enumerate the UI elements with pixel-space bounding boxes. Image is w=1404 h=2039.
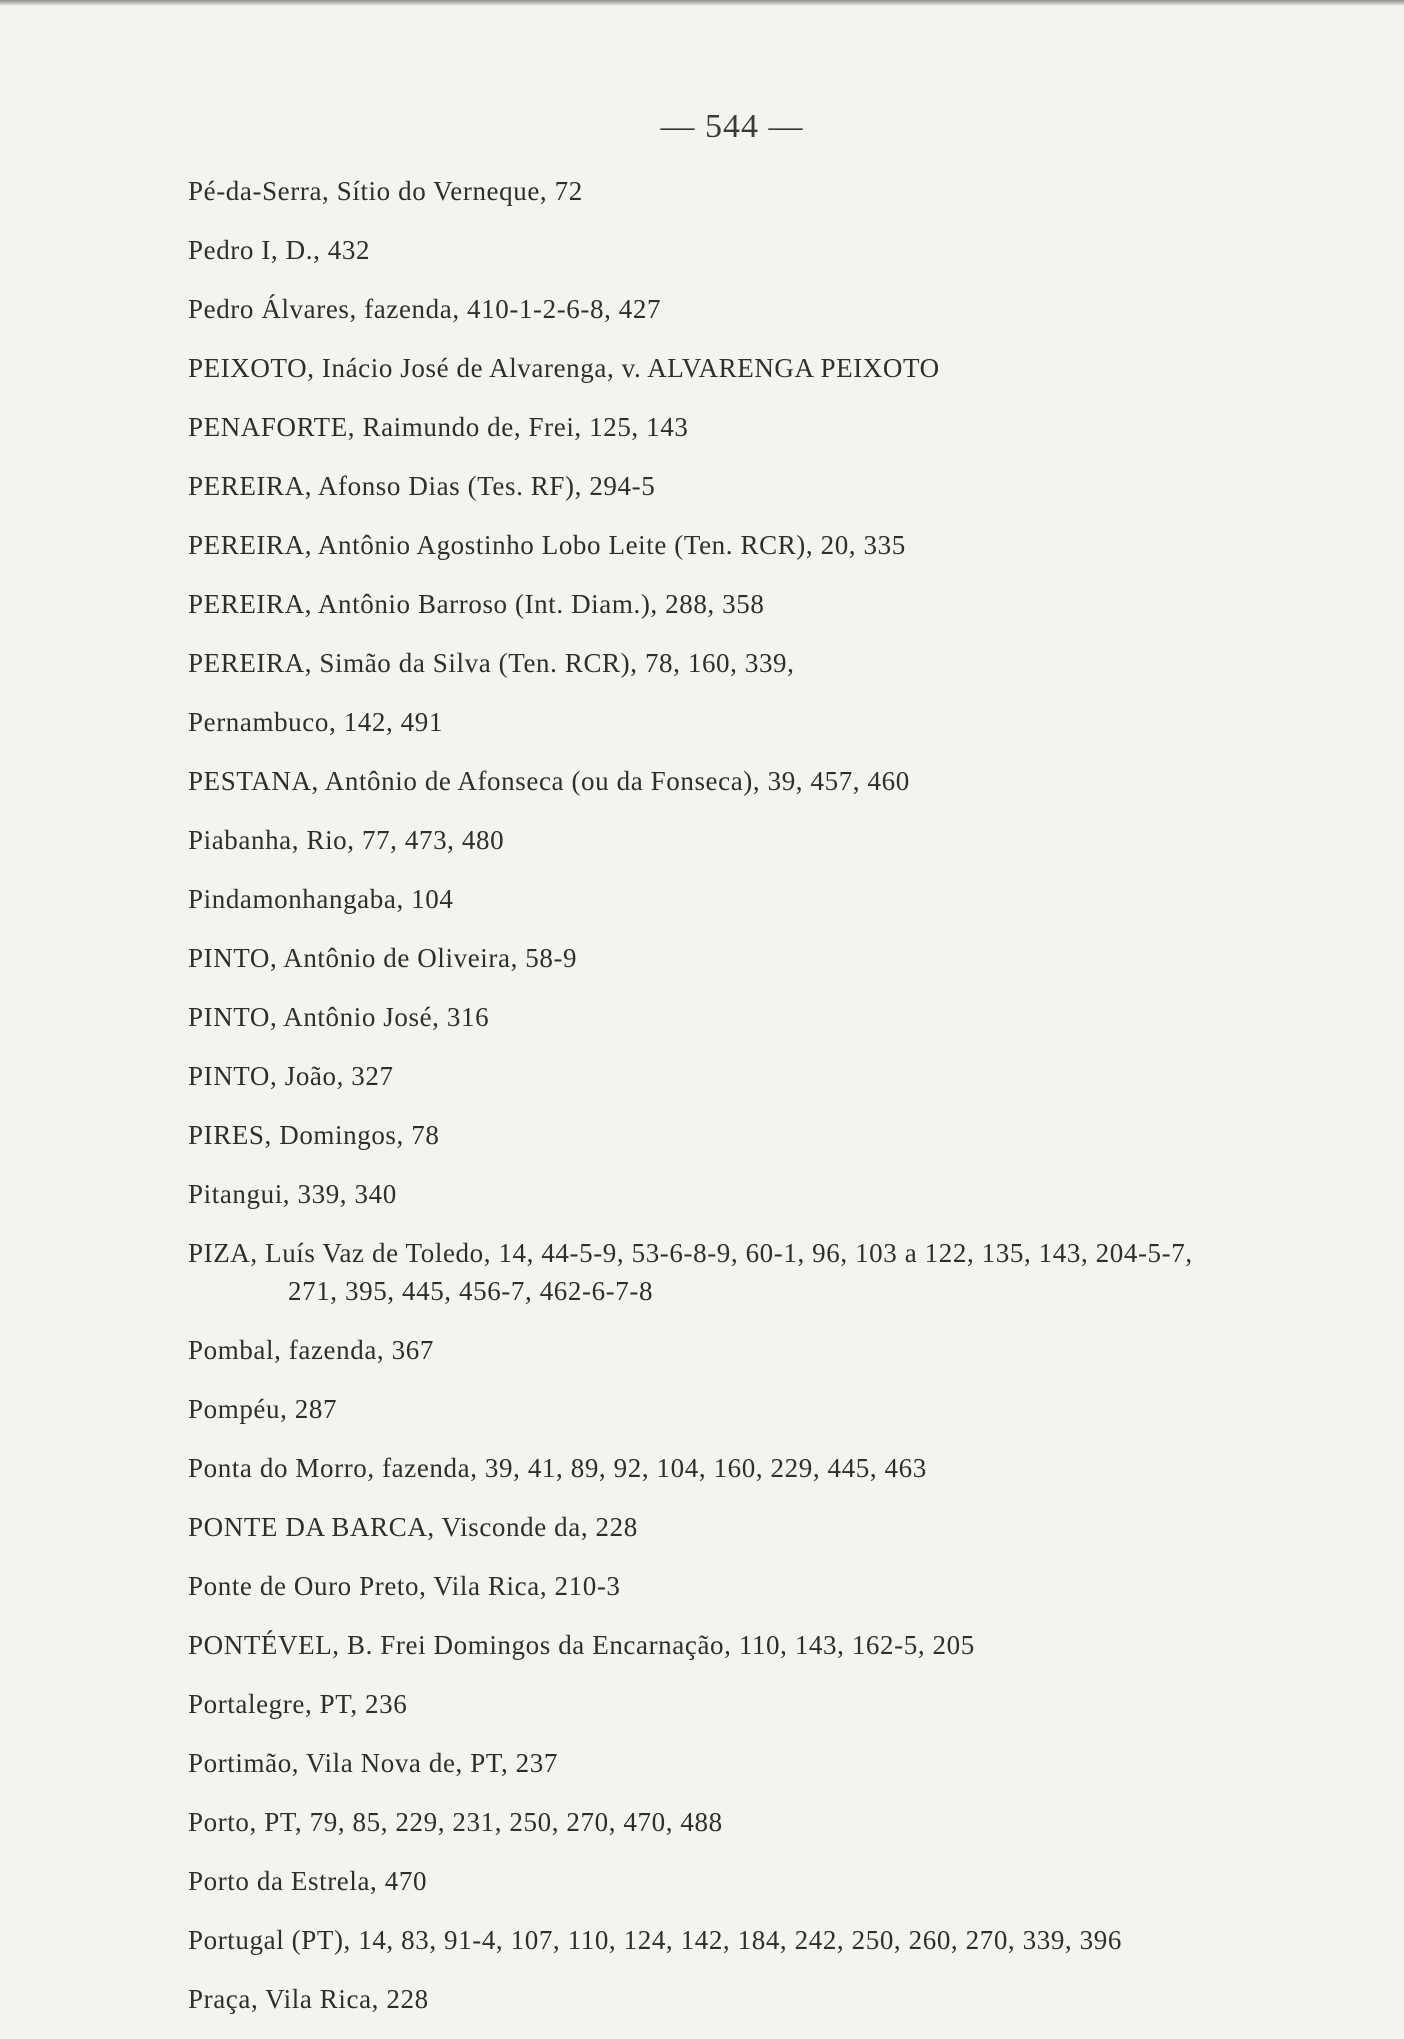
index-entry: Porto, PT, 79, 85, 229, 231, 250, 270, 470, 488 <box>188 1807 723 1837</box>
index-entry: PENAFORTE, Raimundo de, Frei, 125, 143 <box>188 412 689 442</box>
index-entry: PEIXOTO, Inácio José de Alvarenga, v. ALVARENGA PEIXOTO <box>188 353 940 383</box>
page-number-text: — 544 — <box>660 108 804 145</box>
index-entry: PINTO, Antônio José, 316 <box>188 1002 490 1032</box>
index-entry: Portalegre, PT, 236 <box>188 1689 408 1719</box>
index-entry: Pé-da-Serra, Sítio do Verneque, 72 <box>188 176 583 206</box>
index-entry: Pindamonhangaba, 104 <box>188 884 454 914</box>
index-entry: Pedro Álvares, fazenda, 410-1-2-6-8, 427 <box>188 294 662 324</box>
index-entry: Pedro I, D., 432 <box>188 235 371 265</box>
index-entry: Pitangui, 339, 340 <box>188 1179 397 1209</box>
index-entry: PIRES, Domingos, 78 <box>188 1120 440 1150</box>
index-entry: Praça, Vila Rica, 228 <box>188 1984 429 2014</box>
index-entry: PINTO, João, 327 <box>188 1061 394 1091</box>
index-entry: PESTANA, Antônio de Afonseca (ou da Fonseca), 39, 457, 460 <box>188 766 910 796</box>
index-entry: Pernambuco, 142, 491 <box>188 707 443 737</box>
index-entry: PEREIRA, Simão da Silva (Ten. RCR), 78, 160, 339, <box>188 648 795 678</box>
page-number <box>0 108 1404 146</box>
index-entry: Portimão, Vila Nova de, PT, 237 <box>188 1748 558 1778</box>
index-entry: PEREIRA, Antônio Barroso (Int. Diam.), 288, 358 <box>188 589 765 619</box>
index-entry: Ponte de Ouro Preto, Vila Rica, 210-3 <box>188 1571 621 1601</box>
index-entry: Porto da Estrela, 470 <box>188 1866 428 1896</box>
index-entry: PEREIRA, Afonso Dias (Tes. RF), 294-5 <box>188 471 656 501</box>
index-entry: PEREIRA, Antônio Agostinho Lobo Leite (Ten. RCR), 20, 335 <box>188 530 906 560</box>
index-list <box>188 172 1248 2039</box>
index-entry: PINTO, Antônio de Oliveira, 58-9 <box>188 943 578 973</box>
index-entry: Portugal (PT), 14, 83, 91-4, 107, 110, 124, 142, 184, 242, 250, 260, 270, 339, 396 <box>188 1925 1122 1955</box>
index-entry: PONTE DA BARCA, Visconde da, 228 <box>188 1512 638 1542</box>
index-entry: Piabanha, Rio, 77, 473, 480 <box>188 825 505 855</box>
index-entry: Pombal, fazenda, 367 <box>188 1335 434 1365</box>
index-entry: Pompéu, 287 <box>188 1394 338 1424</box>
index-entry: PIZA, Luís Vaz de Toledo, 14, 44-5-9, 53-6-8-9, 60-1, 96, 103 a 122, 135, 143, 204-5-7, 271, 395, 445, 456-7, 462-6-7-8 <box>188 1238 1193 1306</box>
index-entry: Ponta do Morro, fazenda, 39, 41, 89, 92, 104, 160, 229, 445, 463 <box>188 1453 927 1483</box>
page-top-edge <box>0 0 1404 6</box>
index-entry: PONTÉVEL, B. Frei Domingos da Encarnação, 110, 143, 162-5, 205 <box>188 1630 975 1660</box>
